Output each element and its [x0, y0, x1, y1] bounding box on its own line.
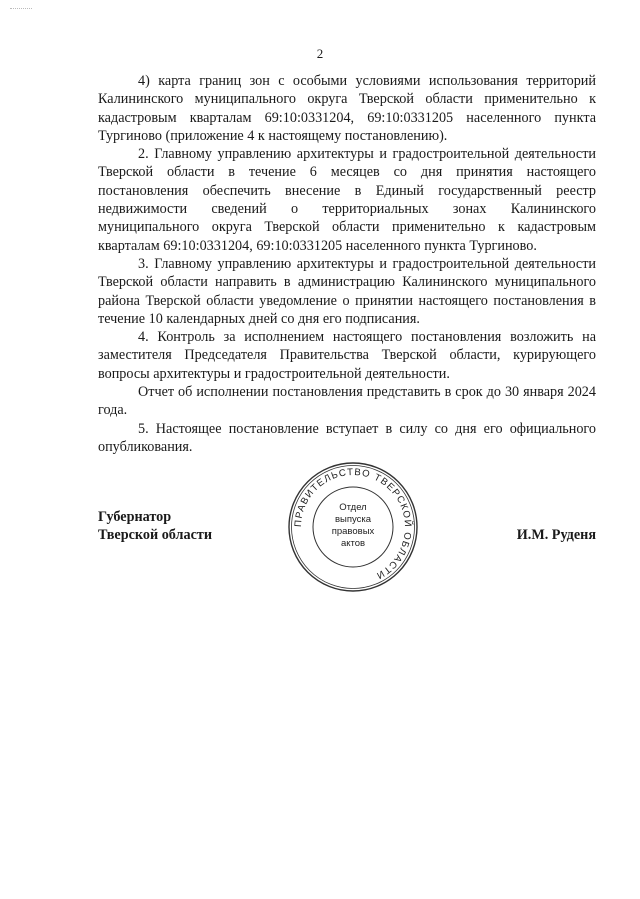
- seal-center-text: [286, 502, 420, 550]
- paragraph-report-deadline: Отчет об исполнении постановления представить в срок до 30 января 2024 года.: [98, 384, 596, 419]
- signer-title-line2: Тверской области: [98, 527, 213, 543]
- seal-center-line: Отдел: [339, 502, 367, 513]
- seal-ring-text: ПРАВИТЕЛЬСТВО ТВЕРСКОЙ ОБЛАСТИ: [292, 466, 414, 582]
- seal-center-line: актов: [340, 538, 366, 549]
- seal-center-line: правовых: [331, 526, 375, 537]
- signer-name: И.М. Руденя: [516, 527, 596, 543]
- paragraph-clause-2: 2. Главному управлению архитектуры и градостроительной деятельности Тверской области в течение 6 месяцев со дня принятия настоящего постановления обеспечить внесение в Единый государственный реестр недвижимости сведений о территориальных зонах Калининского муниципального округа Тверской области применительно к кадастровым кварталам 69:10:0331204, 69:10:0331205 населенного пункта Тургиново.: [98, 146, 596, 254]
- seal-center-line: выпуска: [334, 514, 372, 525]
- paragraph-clause-5: 5. Настоящее постановление вступает в силу со дня его официального опубликования.: [98, 420, 596, 455]
- paragraph-clause-3: 3. Главному управлению архитектуры и градостроительной деятельности Тверской области направить в администрацию Калининского муниципального района Тверской области уведомление о принятии настоящего постановления в течение 10 календарных дней со дня его подписания.: [98, 255, 596, 327]
- signer-title-line1: Губернатор: [98, 509, 172, 525]
- signer-title: [98, 508, 212, 544]
- scan-artifact: [10, 8, 32, 10]
- document-body: [98, 72, 596, 456]
- paragraph-item-4-map: 4) карта границ зон с особыми условиями использования территорий Калининского муниципального округа Тверской области применительно к кадастровым кварталам 69:10:0331204, 69:10:0331205 населенного пункта Тургиново (приложение 4 к настоящему постановлению).: [98, 73, 596, 144]
- page-number: 2: [316, 46, 324, 61]
- official-seal: [286, 460, 420, 594]
- paragraph-clause-4: 4. Контроль за исполнением настоящего постановления возложить на заместителя Председателя Правительства Тверской области, курирующего вопросы архитектуры и градостроительной деятельности.: [98, 329, 596, 382]
